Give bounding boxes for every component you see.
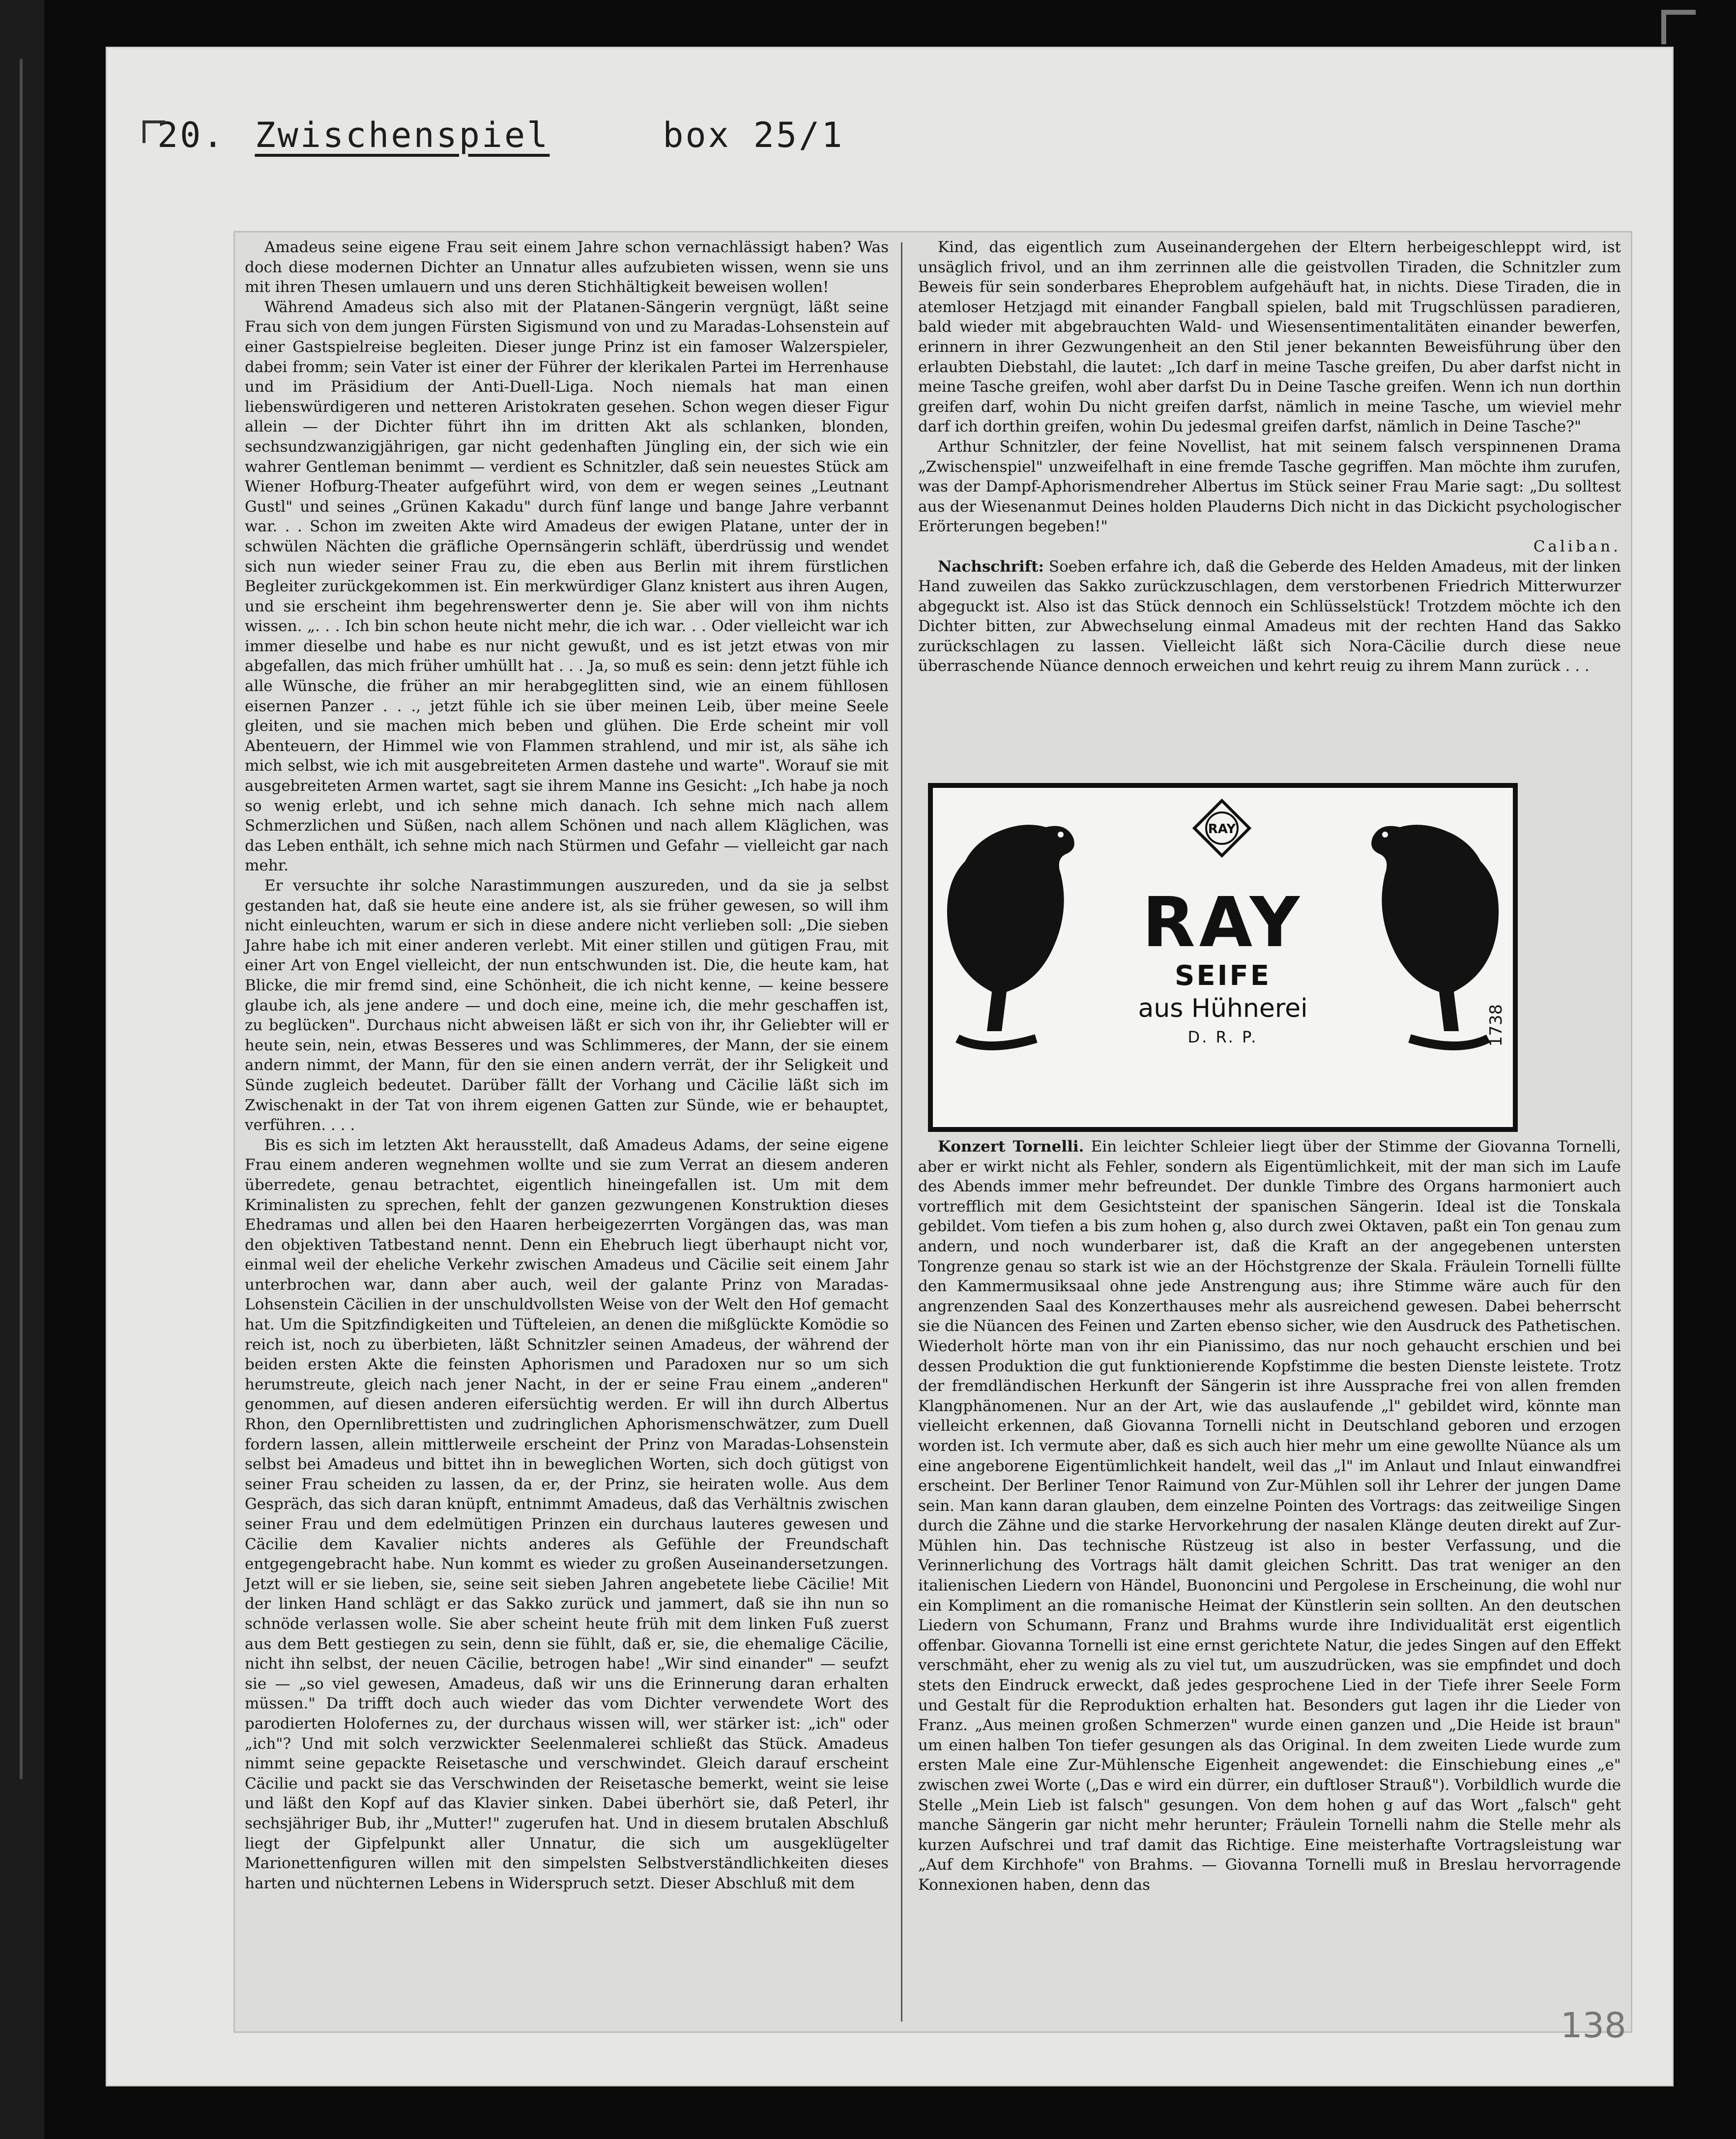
header-title: Zwischenspiel [255,115,550,155]
postscript-label: Nachschrift: [938,557,1044,576]
postscript-text: Soeben erfahre ich, daß die Geberde des Helden Amadeus, mit der linken Hand zuweilen das Sakko zurückzuschlagen, dem verstorbenen Friedrich Mitterwurzer abgeguckt ist. Also ist das Stück dennoch ein Schlüsselstück! Trotzdem möchte ich den Dichter bitten, zur Abwechselung einmal Amadeus mit der rechten Hand das Sakko zurückschlagen zu lassen. Vielleicht läßt sich Nora-Cäcilie durch diese neue überraschende Nüance dennoch erweichen und kehrt reuig zu ihrem Mann zurück . . . [918,557,1621,675]
ad-brand: RAY [1142,883,1304,963]
left-column [245,237,889,1893]
newspaper-clipping [233,231,1632,2033]
column-rule [901,242,902,2022]
right-column-top [918,237,1621,676]
signature: Caliban. [1533,537,1621,555]
review-kicker: Konzert Tornelli. [938,1138,1084,1156]
rooster-left-illustration [938,808,1085,1102]
ad-product: SEIFE [1175,960,1271,992]
paragraph: Kind, das eigentlich zum Auseinandergehen der Eltern herbeigeschleppt wird, ist unsäglich frivol, und an ihm zerrinnen alle die geistvollen Tiraden, die Schnitzler zum Beweis für sein sonderbares Eheproblem aufgehäuft hat, in nichts. Diese Tiraden, die in atemloser Hetzjagd mit einander Fangball spielen, bald mit Trugschlüssen paradieren, bald wieder mit abgebrauchten Wald- und Wiesensentimentalitäten einander bewerfen, erinnern in ihrer Gezwungenheit an den Stil jener bekannten Beweisführung über den erlaubten Diebstahl, die lautet: „Ich darf in meine Tasche greifen, Du aber darfst nicht in meine Tasche greifen, wohl aber darfst Du in Deine Tasche greifen. Wenn ich nun dorthin greifen darf, wohin Du nicht greifen darfst, nämlich in meine Tasche, um wieviel mehr darf ich dorthin greifen, wohin Du jedesmal greifen darfst, nämlich in Deine Tasche?" [918,238,1621,436]
archive-header [157,101,844,170]
corner-bracket [143,120,165,143]
paragraph: Amadeus seine eigene Frau seit einem Jahre schon vernachlässigt haben? Was doch diese modernen Dichter an Unnatur alles aufzubieten wissen, wenn sie uns mit ihren Thesen umlauern und uns deren Stichhältigkeit beweisen wollen! [245,238,889,296]
ray-soap-advertisement [928,783,1518,1132]
box-label: box 25/1 [663,115,844,155]
ray-badge-logo [1192,799,1251,858]
item-number: 20. [157,115,226,155]
paragraph: Er versuchte ihr solche Narastimmungen auszureden, und da sie ja selbst gestanden hat, daß sie heute eine andere ist, als sie früher gewesen, so will ihm nicht einleuchten, warum er sich in diese andere nicht verlieben soll: „Die sieben Jahre habe ich mit einer anderen verlebt. Mit einer stillen und gütigen Frau, mit einer Art von Engel vielleicht, der nun entschwunden ist. Die, die heute kam, hat Blicke, die mir fremd sind, eine Schönheit, die ich nicht kenne, — keine bessere glaube ich, als jene andere — und doch eine, meine ich, die mehr geschaffen ist, zu beglücken". Durchaus nicht abweisen läßt er sich von ihr, ihr Geliebter will er heute sein, nein, etwas Besseres und was Schlimmeres, der Mann, der sie einem andern nimmt, der Mann, für den sie einen andern verrät, der ihr Seligkeit und Sünde zugleich bedeutet. Darüber fällt der Vorhang und Cäcilie läßt sich im Zwischenakt in der Tat von ihrem eigenen Gatten zur Sünde, wie er behauptet, verführen. . . . [245,877,889,1134]
scan-edge [0,0,44,2139]
rooster-right-illustration [1360,808,1508,1102]
corner-tab-mark [1661,10,1696,44]
paragraph: Während Amadeus sich also mit der Platanen-Sängerin vergnügt, läßt seine Frau sich von dem jungen Fürsten Sigismund von und zu Maradas-Lohsenstein auf einer Gastspielreise begleiten. Dieser junge Prinz ist ein famoser Walzerspieler, dabei fromm; sein Vater ist einer der Führer der klerikalen Partei im Herrenhause und im Präsidium der Anti-Duell-Liga. Noch niemals hat man einen liebenswürdigeren und netteren Aristokraten gesehen. Schon wegen dieser Figur allein — der Dichter führt ihn im dritten Akt als schlanken, blonden, sechsundzwanzigjährigen, gar nicht gedenhaften Jüngling ein, der sich wie ein wahrer Gentleman benimmt — verdient es Schnitzler, daß sein neuestes Stück am Wiener Hofburg-Theater aufgeführt wird, von dem er wegen seines „Leutnant Gustl" und seines „Grünen Kakadu" durch fünf lange und bange Jahre verbannt war. . . Schon im zweiten Akte wird Amadeus der ewigen Platane, unter der in schwülen Nächten die gräfliche Opernsängerin schläft, überdrüssig und wendet sich nun wieder seiner Frau zu, die eben aus Berlin mit ihrem fürstlichen Begleiter zurückgekommen ist. Ein merkwürdiger Glanz knistert aus ihren Augen, und sie erscheint ihm begehrenswerter denn je. Sie aber will von ihm nichts wissen. „. . . Ich bin schon heute nicht mehr, die ich war. . . Oder vielleicht war ich immer dieselbe und habe es nur nicht gewußt, und es ist jetzt etwas von mir abgefallen, das mich früher umhüllt hat . . . Ja, so muß es sein: denn jetzt fühle ich alle Wünsche, die früher an mir herabgeglitten sind, wie an einem fühllosen eisernen Panzer . . ., jetzt fühle ich sie über meinen Leib, über meine Seele gleiten, und sie machen mich beben und glühen. Die Erde scheint mir voll Abenteuern, der Himmel wie von Flammen strahlend, und mir ist, als sähe ich mich selbst, wie ich mit ausgebreiteten Armen dastehe und warte". Worauf sie mit ausgebreiteten Armen wartet, sagt sie ihrem Manne ins Gesicht: „Ich habe ja noch so wenig erlebt, und ich sehne mich danach. Ich sehne mich nach allem Schmerzlichen und Süßen, nach allem Schönen und nach allem Kläglichen, was das Leben enthält, ich sehne mich nach Stürmen und Gefahr — vielleicht gar nach mehr. [245,298,889,875]
archive-sheet [106,47,1674,2086]
postscript [918,557,1621,677]
page-number: 138 [1561,2005,1626,2046]
ad-text-block [1080,883,1365,1083]
ad-subline: aus Hühnerei [1138,994,1308,1023]
logo-text: RAY [1208,822,1236,837]
paragraph: Bis es sich im letzten Akt herausstellt, daß Amadeus Adams, der seine eigene Frau einem anderen wegnehmen wollte und sie zum Verrat an diesem anderen überredete, genau betrachtet, eigentlich hineingefallen ist. Um mit dem Kriminalisten zu sprechen, fehlt der ganzen gezwungenen Konstruktion dieses Ehedramas und allen bei den Haaren herbeigezerrten Vorgängen das, was man den objektiven Tatbestand nennt. Denn ein Ehebruch liegt überhaupt nicht vor, einmal weil der eheliche Verkehr zwischen Amadeus und Cäcilie seit einem Jahr unterbrochen war, dann aber auch, weil der galante Prinz von Maradas-Lohsenstein Cäcilien in der unschuldvollsten Weise von der Welt den Hof gemacht hat. Um die Spitzfindigkeiten und Tüfteleien, an denen die mißglückte Komödie so reich ist, noch zu überbieten, läßt Schnitzler seinen Amadeus, der während der beiden ersten Akte die feinsten Aphorismen und Paradoxen nur so um sich herumstreute, gleich nach jener Nacht, in der er seine Frau einem „anderen" genommen, auf diesen anderen eifersüchtig werden. Er will ihn durch Albertus Rhon, den Opernlibrettisten und zudringlichen Aphorismenschwätzer, zum Duell fordern lassen, allein mittlerweile erscheint der Prinz von Maradas-Lohsenstein selbst bei Amadeus und bittet ihn in beweglichen Worten, sich doch gütigst von seiner Frau scheiden zu lassen, da er, der Prinz, sie heiraten wolle. Aus dem Gespräch, das sich daran knüpft, entnimmt Amadeus, daß das Verhältnis zwischen seiner Frau und dem edelmütigen Prinzen ein durchaus lauteres gewesen und Cäcilie dem Kavalier nichts anderes als Gefühle der Freundschaft entgegengebracht habe. Nun kommt es wieder zu großen Auseinandersetzungen. Jetzt will er sie lieben, sie, seine seit sieben Jahren angebetete liebe Cäcilie! Mit der linken Hand schlägt er das Sakko zurück und jammert, daß sie ihn nun so schnöde verlassen wolle. Sie aber scheint heute früh mit dem linken Fuß zuerst aus dem Bett gestiegen zu sein, denn sie fühlt, daß er, sie, die ehemalige Cäcilie, nicht ihn selbst, der neuen Cäcilie, betrogen habe! „Wir sind einander" — seufzt sie — „so viel gewesen, Amadeus, daß wir uns die Erinnerung daran erhalten müssen." Da trifft doch auch wieder das vom Dichter verwendete Wort des parodierten Holofernes zu, der durchaus wissen will, wer stärker ist: „ich" oder „ich"? Und mit solch verzwickter Seelenmalerei schließt das Stück. Amadeus nimmt seine gepackte Reisetasche und verschwindet. Gleich darauf erscheint Cäcilie und packt sie das Verschwinden der Reisetasche bemerkt, weint sie leise und läßt den Kopf auf das Klavier sinken. Dabei überhört sie, daß Peterl, ihr sechsjähriger Bub, ihr „Mutter!" zugerufen hat. Und in diesem brutalen Abschluß liegt der Gipfelpunkt aller Unnatur, die sich um ausgeklügelter Marionettenfiguren willen mit den simpelsten Selbstverständlichkeiten dieses harten und nüchternen Lebens in Widerspruch setzt. Dieser Abschluß mit dem [245,1136,889,1892]
scan-edge-line [20,59,23,1779]
review-text: Ein leichter Schleier liegt über der Stimme der Giovanna Tornelli, aber er wirkt nicht als Fehler, sondern als Eigentümlichkeit, mit der man sich im Laufe des Abends immer mehr befreundet. Der dunkle Timbre des Organs harmoniert auch vortrefflich mit dem Gesichtsteint der spanischen Sängerin. Ideal ist die Tonskala gebildet. Vom tiefen a bis zum hohen g, also durch zwei Oktaven, paßt ein Ton genau zum andern, und noch wunderbarer ist, daß die Kraft an der angegebenen untersten Tongrenze genau so stark ist wie an der Höchstgrenze der Skala. Fräulein Tornelli füllte den Kammermusiksaal ohne jede Anstrengung aus; ihre Stimme wäre auch für den angrenzenden Saal des Konzerthauses mehr als ausreichend gewesen. Dabei beherrscht sie die Nüancen des Feinen und Zarten ebenso sicher, wie den Ausdruck des Pathetischen. Wiederholt hörte man von ihr ein Pianissimo, das nur noch gehaucht erschien und bei dessen Produktion die gut funktionierende Kopfstimme die besten Dienste leistete. Trotz der fremdländischen Herkunft der Sängerin ist ihre Aussprache frei von allen fremden Klangphänomenen. Nur an der Art, wie das auslaufende „l" gebildet wird, könnte man vielleicht erkennen, daß Giovanna Tornelli nicht in Deutschland geboren und erzogen worden ist. Ich vermute aber, daß es sich auch hier mehr um eine gewollte Nüance als um eine angeborene Eigentümlichkeit handelt, weil das „l" im Anlaut und Inlaut einwandfrei erscheint. Der Berliner Tenor Raimund von Zur-Mühlen soll ihr Lehrer der jungen Dame sein. Man kann daran glauben, dem einzelne Pointen des Vortrags: das zeitweilige Singen durch die Zähne und die starke Hervorkehrung der nasalen Klänge deuten direkt auf Zur-Mühlen hin. Das technische Rüstzeug ist also in bester Verfassung, und die Verinnerlichung des Vortrags hält damit gleichen Schritt. Das trat weniger an den italienischen Liedern von Händel, Buononcini und Pergolese in Erscheinung, die wohl nur ein Kompliment an die romanische Heimat der Künstlerin sein sollten. An den deutschen Liedern von Schumann, Franz und Brahms wurde ihre Individualität erst eigentlich offenbar. Giovanna Tornelli ist eine ernst gerichtete Natur, die jedes Singen auf den Effekt verschmäht, eher zu wenig als zu viel tut, um auszudrücken, was sie empfindet und doch stets den Eindruck erweckt, daß jedes gesprochene Lied in der Tiefe ihrer Seele Form und Gestalt für die Reproduktion erhalten hat. Besonders gut lagen ihr die Lieder von Franz. „Aus meinen großen Schmerzen" wurde einen ganzen und „Die Heide ist braun" um einen halben Ton tiefer gesungen als das Original. In dem zweiten Liede wurde zum ersten Male eine Zur-Mühlensche Eigenheit angewendet: die Einschiebung eines „e" zwischen zwei Worte („Das e wird ein dürrer, ein duftloser Strauß"). Vorbildlich wurde die Stelle „Mein Lieb ist falsch" gesungen. Von dem hohen g auf das Wort „falsch" geht manche Sängerin gar nicht mehr herunter; Fräulein Tornelli nahm die Stelle mehr als kurzen Aufschrei und traf damit das Richtige. Eine meisterhafte Vortragsleistung war „Auf dem Kirchhofe" von Brahms. — Giovanna Tornelli muß in Breslau hervorragende Konnexionen haben, denn das [918,1138,1621,1894]
ad-code: 1738 [1486,1004,1506,1047]
paragraph: Arthur Schnitzler, der feine Novellist, hat mit seinem falsch verspinnenen Drama „Zwischenspiel" unzweifelhaft in eine fremde Tasche gegriffen. Man möchte ihm zurufen, was der Dampf-Aphorismendreher Albertus im Stück seiner Frau Marie sagt: „Du solltest aus der Wiesenanmut Deines holden Plauderns Dich nicht in das Dickicht psychologischer Erörterungen begeben!" [918,437,1621,536]
ad-patent: D. R. P. [1187,1028,1258,1046]
right-column-bottom [918,1137,1621,1895]
concert-review [918,1137,1621,1895]
